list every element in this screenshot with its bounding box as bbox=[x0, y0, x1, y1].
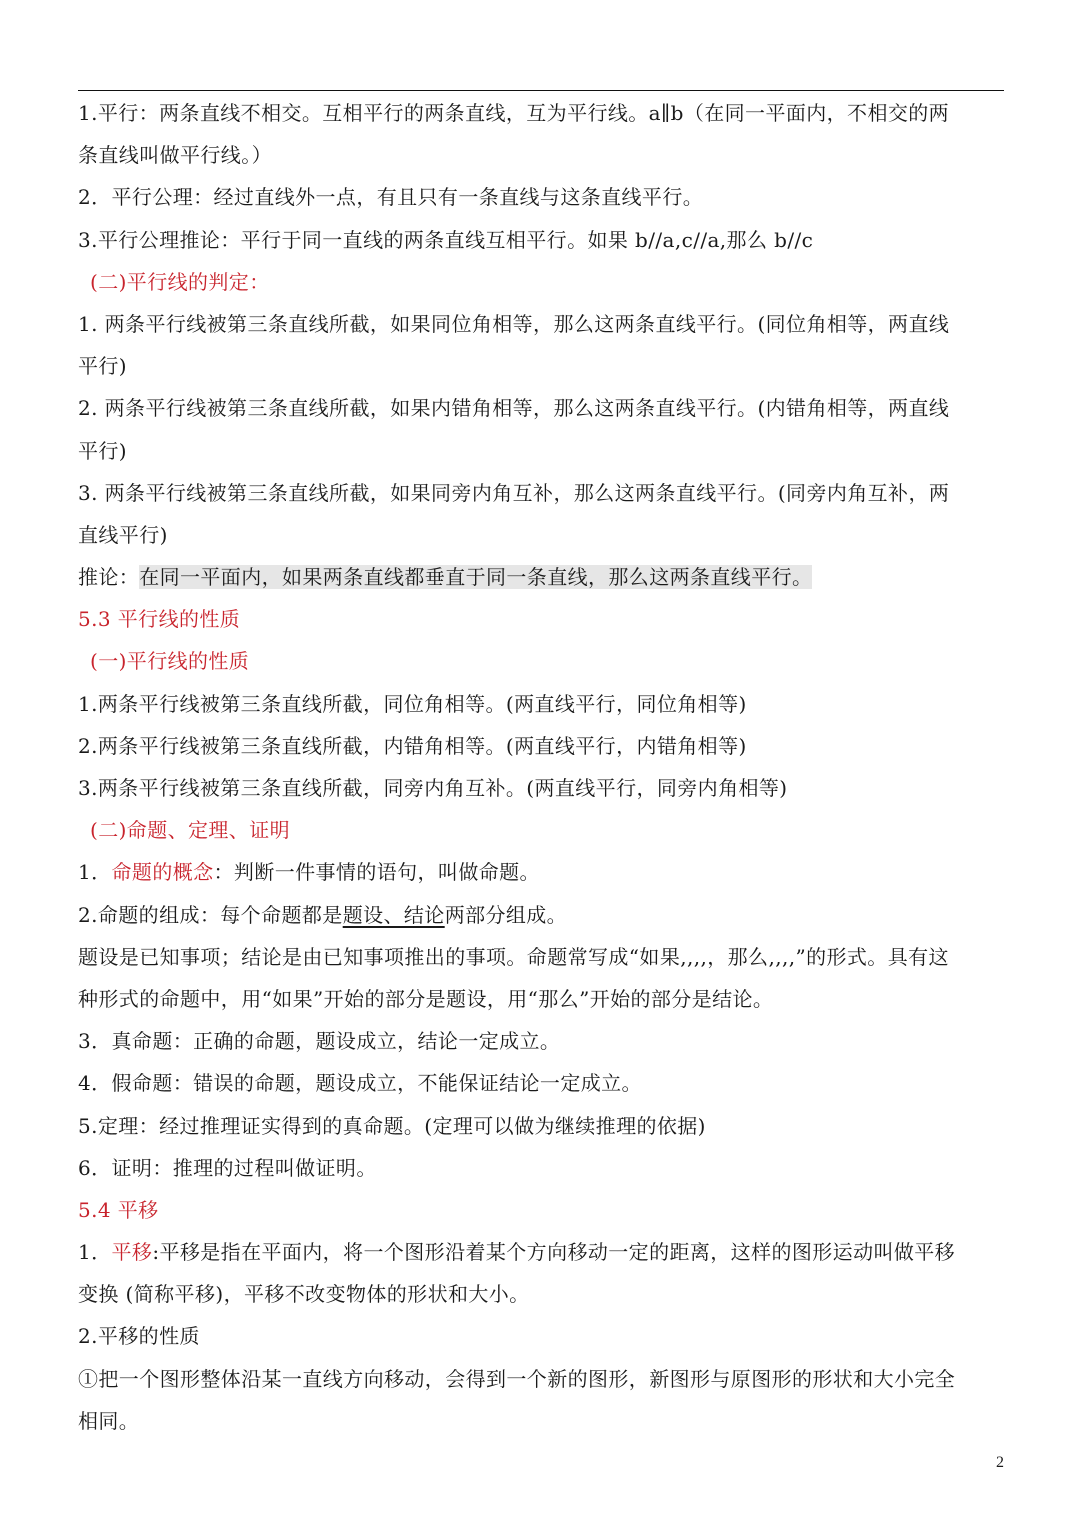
text-line: 1. 两条平行线被第三条直线所截，如果同位角相等，那么这两条直线平行。(同位角相等，两直线 bbox=[78, 311, 950, 336]
text-line: 2. 两条平行线被第三条直线所截，如果内错角相等，那么这两条直线平行。(内错角相等，两直线 bbox=[78, 396, 950, 421]
underlined-term: 题设、结论 bbox=[342, 902, 445, 927]
text-line: 种形式的命题中，用“如果”开始的部分是题设，用“那么”开始的部分是结论。 bbox=[78, 986, 774, 1011]
text-line: 2.平移的性质 bbox=[78, 1324, 200, 1349]
composition-line bbox=[78, 894, 1004, 936]
section-heading: (二)平行线的判定： bbox=[90, 269, 270, 294]
text-line: 4．假命题：错误的命题，题设成立，不能保证结论一定成立。 bbox=[78, 1071, 642, 1096]
highlighted-text: 在同一平面内，如果两条直线都垂直于同一条直线，那么这两条直线平行。 bbox=[139, 565, 813, 590]
text-line: 3．真命题：正确的命题，题设成立，结论一定成立。 bbox=[78, 1029, 561, 1054]
corollary-label: 推论： bbox=[78, 565, 140, 590]
definition-text: ：判断一件事情的语句，叫做命题。 bbox=[213, 860, 540, 885]
chapter-heading: 5.3 平行线的性质 bbox=[78, 607, 241, 632]
text-line: 6．证明：推理的过程叫做证明。 bbox=[78, 1155, 377, 1180]
section-heading: (二)命题、定理、证明 bbox=[90, 818, 291, 843]
text-line: 5.定理：经过推理证实得到的真命题。(定理可以做为继续推理的依据) bbox=[78, 1113, 706, 1138]
text-line: 3.两条平行线被第三条直线所截，同旁内角互补。(两直线平行，同旁内角相等) bbox=[78, 776, 788, 800]
definition-line bbox=[78, 851, 1004, 893]
text-line: 1.两条平行线被第三条直线所截，同位角相等。(两直线平行，同位角相等) bbox=[78, 691, 747, 716]
text-line: 题设是已知事项；结论是由已知事项推出的事项。命题常写成“如果,,,,，那么,,,,”的形式。具有这 bbox=[78, 944, 949, 969]
text-line: 条直线叫做平行线。） bbox=[78, 143, 272, 168]
text-line: 直线平行) bbox=[78, 522, 168, 547]
term-highlight: 命题的概念 bbox=[111, 860, 214, 885]
definition-line bbox=[78, 1231, 1004, 1273]
text-line: 1.平行：两条直线不相交。互相平行的两条直线，互为平行线。a∥b（在同一平面内，不相交的两 bbox=[78, 101, 950, 125]
text-line: 相同。 bbox=[78, 1408, 140, 1433]
text-line: 平行) bbox=[78, 438, 128, 463]
text-line: 3.平行公理推论：平行于同一直线的两条直线互相平行。如果 b//a,c//a,那么 b//c bbox=[78, 227, 814, 252]
text-segment: 2.命题的组成：每个命题都是 bbox=[78, 902, 343, 927]
definition-text: :平移是指在平面内，将一个图形沿着某个方向移动一定的距离，这样的图形运动叫做平移 bbox=[152, 1240, 956, 1265]
corollary-line bbox=[78, 556, 1004, 598]
header-rule bbox=[78, 90, 1004, 91]
text-line: 2．平行公理：经过直线外一点，有且只有一条直线与这条直线平行。 bbox=[78, 185, 704, 210]
text-line: ①把一个图形整体沿某一直线方向移动，会得到一个新的图形，新图形与原图形的形状和大小完全 bbox=[78, 1366, 956, 1391]
text-line: 变换 (简称平移)，平移不改变物体的形状和大小。 bbox=[78, 1282, 530, 1307]
item-number: 1． bbox=[78, 860, 112, 885]
text-line: 2.两条平行线被第三条直线所截，内错角相等。(两直线平行，内错角相等) bbox=[78, 733, 747, 758]
text-segment: 两部分组成。 bbox=[444, 902, 568, 927]
term-highlight: 平移 bbox=[111, 1240, 153, 1265]
page-number: 2 bbox=[996, 1454, 1004, 1471]
text-line: 平行) bbox=[78, 354, 128, 379]
text-line: 3. 两条平行线被第三条直线所截，如果同旁内角互补，那么这两条直线平行。(同旁内角互补，两 bbox=[78, 480, 950, 505]
page-content bbox=[78, 92, 1004, 1442]
chapter-heading: 5.4 平移 bbox=[78, 1197, 159, 1222]
section-heading: (一)平行线的性质 bbox=[90, 649, 250, 674]
item-number: 1． bbox=[78, 1240, 112, 1265]
